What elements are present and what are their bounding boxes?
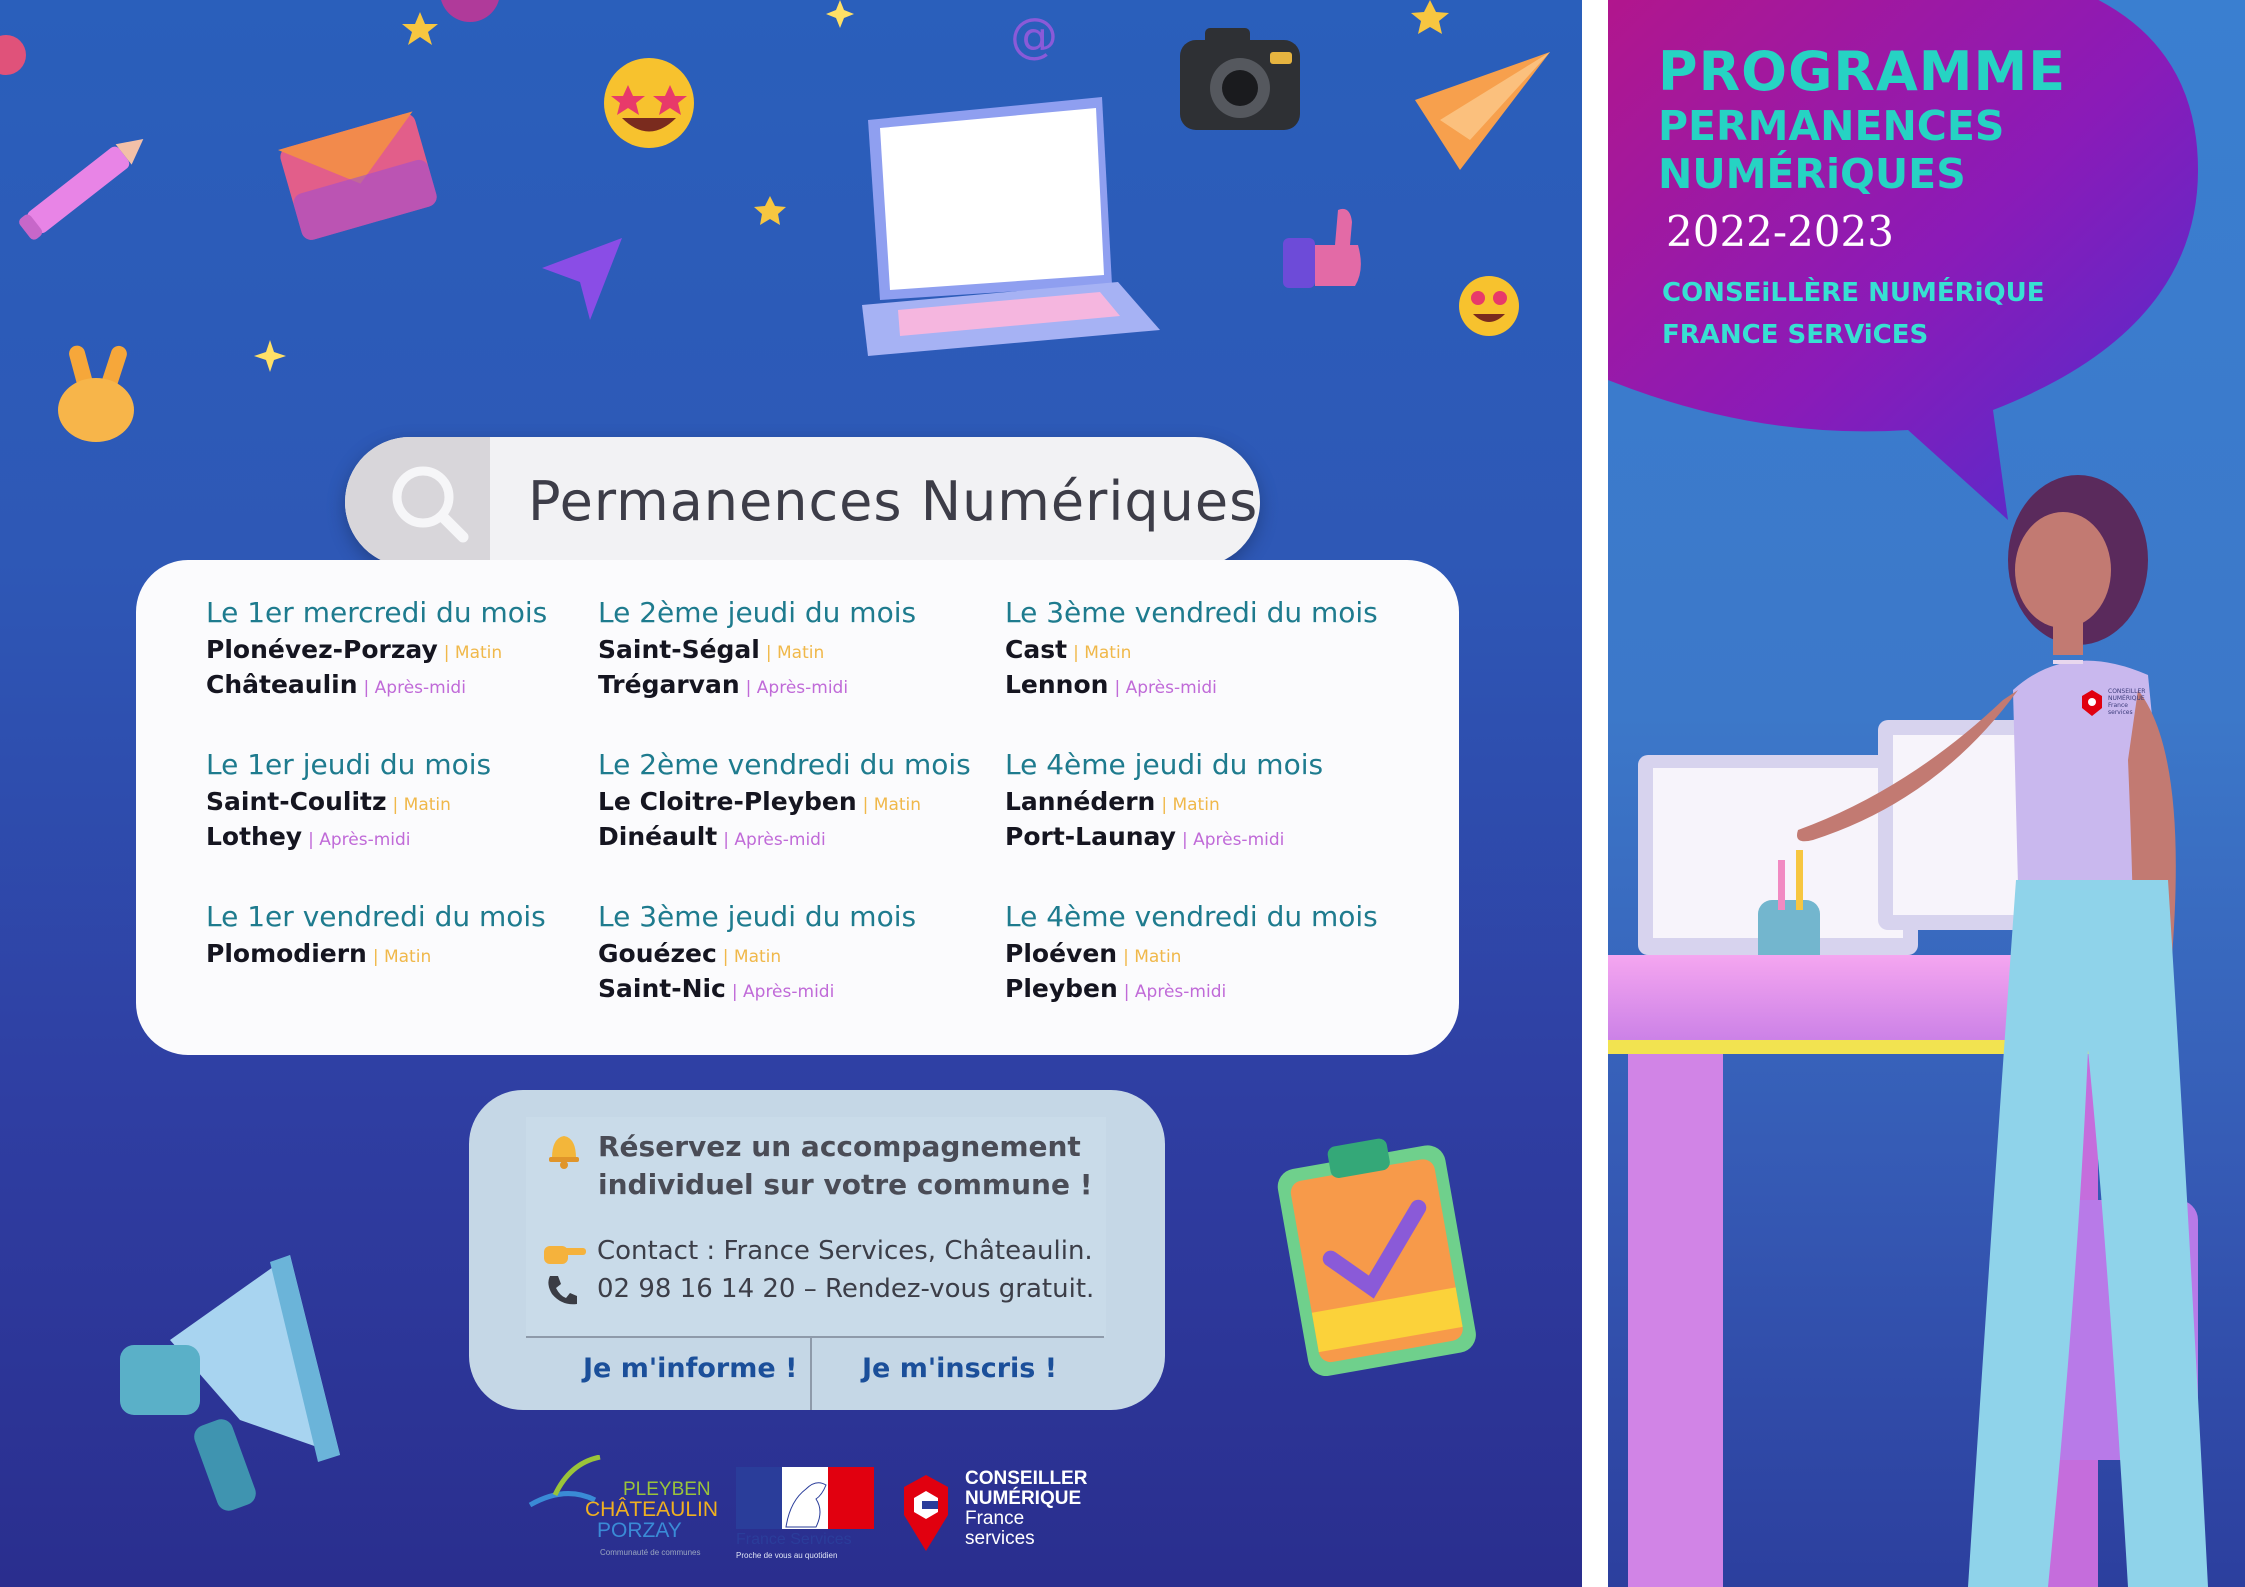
commune-name: Châteaulin bbox=[206, 670, 358, 699]
time-slot-label: | Matin bbox=[722, 947, 782, 967]
cn-line2: NUMÉRIQUE bbox=[965, 1488, 1082, 1509]
phone-icon bbox=[544, 1272, 580, 1308]
commune-name: Pleyben bbox=[1005, 974, 1118, 1003]
time-slot-label: | Après-midi bbox=[745, 678, 849, 698]
shirt-text: France bbox=[2108, 702, 2128, 709]
time-slot-label: | Matin bbox=[1073, 643, 1132, 663]
schedule-group bbox=[206, 596, 547, 699]
schedule-row bbox=[206, 822, 491, 851]
phone-text: 02 98 16 14 20 – Rendez-vous gratuit. bbox=[597, 1274, 1095, 1304]
shirt-text: NUMÉRIQUE bbox=[2108, 695, 2145, 702]
time-slot-label: | Matin bbox=[372, 947, 432, 967]
schedule-row bbox=[1005, 939, 1378, 968]
shirt-text: CONSEILLER bbox=[2108, 688, 2146, 695]
schedule-day-heading: Le 3ème vendredi du mois bbox=[1005, 596, 1378, 629]
time-slot-label: | Après-midi bbox=[731, 982, 835, 1002]
commune-name: Saint-Ségal bbox=[598, 635, 760, 664]
time-slot-label: | Après-midi bbox=[1123, 982, 1227, 1002]
commune-name: Port-Launay bbox=[1005, 822, 1176, 851]
schedule-row bbox=[598, 670, 916, 699]
schedule-day-heading: Le 4ème jeudi du mois bbox=[1005, 748, 1324, 781]
contact-text: Contact : France Services, Châteaulin. bbox=[597, 1236, 1093, 1266]
france-services-logo bbox=[736, 1467, 874, 1563]
commune-name: Gouézec bbox=[598, 939, 717, 968]
fs-tagline: Proche de vous au quotidien bbox=[736, 1551, 838, 1560]
schedule-row bbox=[1005, 635, 1378, 664]
marianne-icon bbox=[776, 1471, 836, 1529]
commune-name: Saint-Nic bbox=[598, 974, 726, 1003]
schedule-day-heading: Le 2ème vendredi du mois bbox=[598, 748, 971, 781]
schedule-grid bbox=[0, 0, 1582, 1100]
commune-name: Dinéault bbox=[598, 822, 718, 851]
commune-name: Le Cloitre-Pleyben bbox=[598, 787, 857, 816]
time-slot-label: | Après-midi bbox=[308, 830, 411, 850]
commune-name: Plonévez-Porzay bbox=[206, 635, 438, 664]
time-slot-label: | Après-midi bbox=[363, 678, 466, 698]
schedule-group bbox=[598, 748, 971, 851]
time-slot-label: | Après-midi bbox=[1114, 678, 1217, 698]
clipboard-check-icon bbox=[1272, 1128, 1478, 1379]
schedule-day-heading: Le 4ème vendredi du mois bbox=[1005, 900, 1378, 933]
program-role: CONSEiLLÈRE NUMÉRiQUE FRANCE SERViCES bbox=[1662, 278, 2045, 350]
desk-leg bbox=[1628, 1054, 1723, 1587]
schedule-row bbox=[1005, 974, 1378, 1003]
time-slot-label: | Après-midi bbox=[1181, 830, 1285, 850]
schedule-day-heading: Le 1er jeudi du mois bbox=[206, 748, 492, 781]
divider bbox=[526, 1336, 1104, 1338]
email-symbol-icon: @ bbox=[1010, 8, 1058, 64]
megaphone-icon bbox=[120, 1255, 340, 1514]
register-button[interactable]: Je m'inscris ! bbox=[862, 1353, 1058, 1384]
schedule-row bbox=[598, 822, 971, 851]
time-slot-label: | Matin bbox=[392, 795, 451, 815]
schedule-row bbox=[1005, 787, 1323, 816]
time-slot-label: | Matin bbox=[765, 643, 825, 663]
commune-name: Trégarvan bbox=[598, 670, 740, 699]
schedule-day-heading: Le 3ème jeudi du mois bbox=[598, 900, 917, 933]
panel-gutter bbox=[1582, 0, 1608, 1587]
schedule-row bbox=[1005, 670, 1378, 699]
reservation-title: Réservez un accompagnement individuel sur votre commune ! bbox=[598, 1130, 1093, 1201]
conseiller-numerique-logo bbox=[900, 1467, 1100, 1567]
pointing-hand-icon bbox=[544, 1238, 586, 1268]
cn-line1: CONSEILLER bbox=[965, 1468, 1088, 1489]
commune-name: Ploéven bbox=[1005, 939, 1118, 968]
schedule-day-heading: Le 1er mercredi du mois bbox=[206, 596, 548, 629]
schedule-row bbox=[598, 974, 916, 1003]
time-slot-label: | Matin bbox=[1161, 795, 1220, 815]
divider bbox=[810, 1338, 812, 1410]
program-years: 2022-2023 bbox=[1666, 207, 1894, 256]
schedule-group bbox=[1005, 748, 1323, 851]
schedule-row bbox=[598, 787, 971, 816]
program-subtitle: PERMANENCES NUMÉRiQUES bbox=[1658, 102, 2005, 198]
pleyben-chateaulin-porzay-logo: PLEYBEN CHÂTEAULIN PORZAY Communauté de communes bbox=[525, 1455, 715, 1565]
search-title: Permanences Numériques bbox=[528, 470, 1259, 533]
schedule-day-heading: Le 2ème jeudi du mois bbox=[598, 596, 917, 629]
time-slot-label: | Matin bbox=[443, 643, 503, 663]
schedule-day-heading: Le 1er vendredi du mois bbox=[206, 900, 546, 933]
fs-name: France Services bbox=[736, 1531, 852, 1548]
time-slot-label: | Après-midi bbox=[723, 830, 826, 850]
commune-name: Lothey bbox=[206, 822, 303, 851]
schedule-group bbox=[598, 596, 916, 699]
commune-name: Lannédern bbox=[1005, 787, 1156, 816]
schedule-row bbox=[598, 635, 916, 664]
time-slot-label: | Matin bbox=[1123, 947, 1182, 967]
schedule-group bbox=[1005, 596, 1378, 699]
cn-line3: France bbox=[965, 1508, 1025, 1529]
location-pin-icon bbox=[900, 1473, 952, 1553]
commune-name: Lennon bbox=[1005, 670, 1109, 699]
schedule-group bbox=[206, 748, 491, 851]
time-slot-label: | Matin bbox=[862, 795, 922, 815]
bell-icon bbox=[544, 1130, 584, 1170]
commune-name: Plomodiern bbox=[206, 939, 367, 968]
schedule-row bbox=[206, 787, 491, 816]
schedule-group bbox=[1005, 900, 1378, 1003]
shirt-text: services bbox=[2108, 709, 2133, 716]
schedule-row bbox=[206, 635, 547, 664]
commune-name: Saint-Coulitz bbox=[206, 787, 387, 816]
schedule-row bbox=[598, 939, 916, 968]
schedule-row bbox=[1005, 822, 1323, 851]
inform-button[interactable]: Je m'informe ! bbox=[583, 1353, 798, 1384]
schedule-row bbox=[206, 939, 546, 968]
schedule-group bbox=[206, 900, 546, 968]
schedule-row bbox=[206, 670, 547, 699]
schedule-group bbox=[598, 900, 916, 1003]
commune-name: Cast bbox=[1005, 635, 1068, 664]
cn-line4: services bbox=[965, 1528, 1035, 1549]
program-title: PROGRAMME bbox=[1658, 40, 2067, 103]
